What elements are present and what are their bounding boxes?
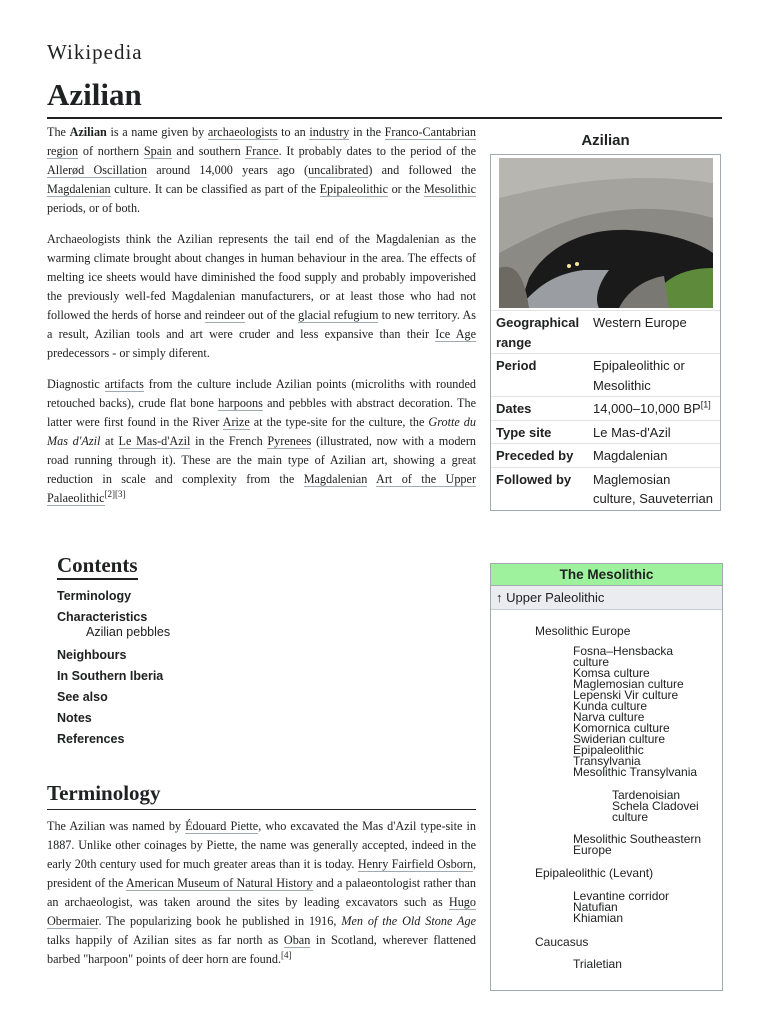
link-industry[interactable]: industry [309, 125, 350, 139]
navbox-item[interactable]: Kunda culture [573, 699, 648, 713]
toc-item-notes[interactable]: Notes [57, 711, 92, 725]
navbox-subitem[interactable]: Tardenoisian [612, 788, 681, 802]
wikipedia-logo[interactable]: Wikipedia [47, 40, 143, 64]
link-hugo-obermaier[interactable]: Hugo Obermaier [47, 895, 476, 928]
navbox-item[interactable]: Mesolithic Southeastern Europe [573, 832, 702, 857]
link-uncalibrated[interactable]: uncalibrated [308, 163, 369, 177]
intro-paragraph-1: The Azilian is a name given by archaeologists to an industry in the Franco-Cantabrian region of northern Spain and southern France. It probably dates to the period of the Allerød Oscillation around 14,000 years ago (uncalibrated) and followed the Magdalenian culture. It can be classified as part of the Epipaleolithic or the Mesolithic periods, or of both. [47, 125, 476, 215]
navbox-previous-link[interactable]: ↑ Upper Paleolithic [491, 586, 722, 610]
infobox-row: Type site Le Mas-d'Azil [491, 420, 720, 444]
navbox-item[interactable]: Maglemosian culture [573, 677, 684, 691]
toc-item-see-also[interactable]: See also [57, 690, 108, 704]
link-mesolithic[interactable]: Mesolithic [423, 182, 476, 196]
link-oban[interactable]: Oban [283, 933, 311, 947]
link-reindeer[interactable]: reindeer [204, 308, 245, 322]
navbox-item[interactable]: Mesolithic Transylvania [573, 765, 698, 779]
link-archaeologists[interactable]: archaeologists [207, 125, 278, 139]
navbox-item[interactable]: Trialetian [573, 957, 622, 971]
link-glacial-refugium[interactable]: glacial refugium [298, 308, 379, 322]
link-magdalenian-2[interactable]: Magdalenian [303, 472, 368, 486]
navbox-item[interactable]: Komornica culture [573, 721, 670, 735]
terminology-paragraph: The Azilian was named by Édouard Piette, who excavated the Mas d'Azil type-site in 1887. Unlike other coinages by Piette, the name was generally accepted, indeed in the early 20th century used for much greater areas than it is today. Henry Fairfield Osborn, president of the American Museum of Natural History and a palaeontologist rather than an archaeologist, was taken around the sites by leading excavators such as Hugo Obermaier. The popularizing book he published in 1916, Men of the Old Stone Age talks happily of Azilian sites as far north as Oban in Scotland, wherever flattened barbed "harpoon" points of deer horn are found.[4] [47, 819, 476, 966]
navbox-subitem[interactable]: Schela Cladovei culture [612, 799, 699, 824]
toc-heading: Contents [57, 553, 138, 580]
navbox-group[interactable]: Caucasus [535, 935, 589, 949]
link-spain[interactable]: Spain [143, 144, 172, 158]
table-of-contents [57, 553, 307, 752]
navbox-item[interactable]: Lepenski Vir culture [573, 688, 679, 702]
navbox-item[interactable]: Epipaleolithic Transylvania [573, 743, 644, 768]
infobox-row: Preceded by Magdalenian [491, 443, 720, 467]
cave-photo[interactable] [499, 158, 713, 308]
navbox-item[interactable]: Swiderian culture [573, 732, 666, 746]
toc-item-terminology[interactable]: Terminology [57, 589, 132, 603]
link-arize[interactable]: Arize [222, 415, 250, 429]
link-france[interactable]: France [245, 144, 279, 158]
link-epipaleolithic[interactable]: Epipaleolithic [319, 182, 388, 196]
link-henry-fairfield-osborn[interactable]: Henry Fairfield Osborn [357, 857, 473, 871]
section-heading-terminology: Terminology [47, 781, 476, 810]
toc-item-southern-iberia[interactable]: In Southern Iberia [57, 669, 164, 683]
link-harpoons[interactable]: harpoons [218, 396, 263, 410]
navbox-item[interactable]: Narva culture [573, 710, 645, 724]
navbox-group[interactable]: Epipaleolithic (Levant) [535, 866, 654, 880]
infobox-caption: Azilian [581, 132, 630, 149]
reference-marker[interactable]: [4] [281, 949, 292, 960]
link-ice-age[interactable]: Ice Age [435, 327, 476, 341]
page-title: Azilian [47, 77, 142, 112]
infobox-row: Followed by Maglemosian culture, Sauveterrian [491, 467, 720, 510]
toc-item-azilian-pebbles[interactable]: Azilian pebbles [86, 625, 171, 639]
navbox-item[interactable]: Natufian [573, 900, 618, 914]
infobox-row: Dates 14,000–10,000 BP[1] [491, 396, 720, 420]
navbox-title[interactable]: The Mesolithic [491, 564, 722, 586]
navbox-item[interactable]: Levantine corridor [573, 889, 670, 903]
article-intro [47, 123, 476, 520]
mesolithic-navbox [490, 563, 723, 991]
link-edouard-piette[interactable]: Édouard Piette [185, 819, 259, 833]
link-pyrenees[interactable]: Pyrenees [267, 434, 312, 448]
title-divider [47, 117, 722, 119]
link-artifacts[interactable]: artifacts [104, 377, 144, 391]
infobox-row: Geographical range Western Europe [491, 310, 720, 353]
link-magdalenian[interactable]: Magdalenian [47, 182, 111, 196]
link-art-upper-palaeolithic[interactable]: Art of the Upper Palaeolithic [47, 472, 476, 505]
navbox-item[interactable]: Komsa culture [573, 666, 650, 680]
link-allerod[interactable]: Allerød Oscillation [47, 163, 147, 177]
toc-item-neighbours[interactable]: Neighbours [57, 648, 127, 662]
infobox [490, 128, 721, 511]
link-le-mas-dazil[interactable]: Le Mas-d'Azil [118, 434, 191, 448]
reference-marker[interactable]: [2][3] [104, 488, 126, 499]
link-amnh[interactable]: American Museum of Natural History [125, 876, 313, 890]
toc-item-references[interactable]: References [57, 732, 125, 746]
intro-paragraph-3: Diagnostic artifacts from the culture include Azilian points (microliths with rounded retouched backs), crude flat bone harpoons and pebbles with abstract decoration. The latter were first found in the River Arize at the type-site for the culture, the Grotte du Mas d'Azil at Le Mas-d'Azil in the French Pyrenees (illustrated, now with a modern road running through it). These are the main type of Azilian art, showing a great reduction in scale and complexity from the Magdalenian Art of the Upper Palaeolithic[2][3] [47, 377, 476, 505]
intro-paragraph-2: Archaeologists think the Azilian represents the tail end of the Magdalenian as the warming climate brought about changes in human behaviour in the area. The effects of melting ice sheets would have diminished the food supply and probably impoverished the previously well-fed Magdalenian manufacturers, or at least those who had not followed the herds of horse and reindeer out of the glacial refugium to new territory. As a result, Azilian tools and art were cruder and less expansive than their Ice Age predecessors - or simply diferent. [47, 232, 477, 360]
reference-marker[interactable]: [1] [700, 399, 711, 410]
toc-item-characteristics[interactable]: Characteristics [57, 610, 148, 624]
navbox-group[interactable]: Mesolithic Europe [535, 624, 631, 638]
link-franco-cantabrian[interactable]: Franco-Cantabrian region [47, 125, 476, 158]
infobox-row: Period Epipaleolithic or Mesolithic [491, 353, 720, 396]
navbox-item[interactable]: Fosna–Hensbacka culture [573, 644, 674, 669]
infobox-frame [490, 154, 721, 511]
navbox-item[interactable]: Khiamian [573, 911, 624, 925]
